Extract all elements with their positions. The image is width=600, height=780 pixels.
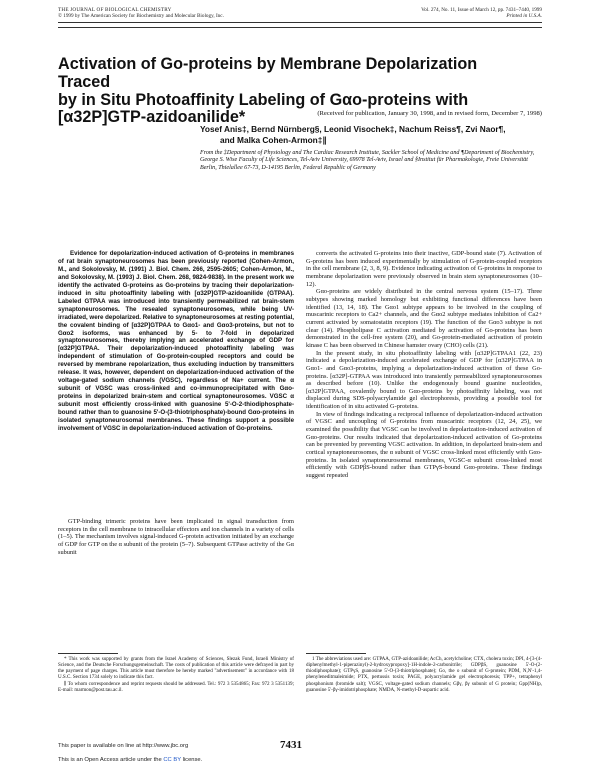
printed-in: Printed in U.S.A. [506, 13, 542, 20]
open-access-suffix: license. [181, 757, 203, 763]
running-header [58, 7, 542, 20]
authors-line-1: Yosef Anis‡, Bernd Nürnberg§, Leonid Visochek‡, Nachum Reiss¶, Zvi Naor¶, [200, 124, 506, 134]
body-paragraph: In view of findings indicating a reciprocal influence of depolarization-induced activation of VGSC and uncoupling of G-proteins from muscarinic receptors (12, 24, 25), we examined the possibility that VGSC can be involved in depolarization-induced activation of Gαo-proteins. Our results indicated that depolarization-induced activation of Go-proteins can be prevented by preventing VGSC activation. In addition, in depolarized brain-stem and cortical synaptoneurosomes, the α subunit of VGSC cross-linked most efficiently with Gαo-proteins. In isolated synaptoneurosomal membranes, VGSC-α subunit cross-linked most efficiently with GDPβS-bound rather than GTPγS-bound Gαo-proteins. These findings suggest repeated [306, 410, 542, 480]
header-rule [58, 22, 542, 23]
journal-name: THE JOURNAL OF BIOLOGICAL CHEMISTRY [58, 7, 172, 13]
copyright-line: © 1999 by The American Society for Biochemistry and Molecular Biology, Inc. [58, 13, 224, 20]
body-paragraph: converts the activated G-proteins into their inactive, GDP-bound state (7). Activation of G-proteins has been induced experimentally by stimulation of G-protein-coupled receptors in the cell membrane (2, 3, 8, 9). Evidence indicating activation of G-proteins in response to membrane depolarization were previously observed in brain stem synaptoneurosomes (10–12). [306, 250, 542, 288]
availability-note: This paper is available on line at http://www.jbc.org [58, 743, 189, 749]
author-list [200, 124, 540, 147]
affiliations: From the ‡Department of Physiology and The Cardiac Research Institute, Sackler School of Medicine and ¶Department of Biochemistry, George S. Wise Faculty of Life Sciences, Tel-Aviv University, 69978 Tel-Aviv, Israel and §Institut für Pharmakologie, Freie Universität Berlin, Thielallee 67-73, D-14195 Berlin, Federal Republic of Germany [200, 150, 535, 171]
title-line-1: Activation of Go-proteins by Membrane Depolarization Traced [58, 55, 478, 91]
footnote-funding: * This work was supported by grants from the Israel Academy of Sciences, Slezak Fund, Israeli Ministry of Science, and the Deutsche Forschungsgemeinschaft. The costs of publication of this article were defrayed in part by the payment of page charges. This article must therefore be hereby marked "advertisement" in accordance with 18 U.S.C. Section 1734 solely to indicate this fact. [58, 656, 294, 681]
page-number: 7431 [280, 739, 302, 751]
footnote-rule-right [306, 653, 366, 654]
abstract: Evidence for depolarization-induced activation of G-proteins in membranes of rat brain synaptoneurosomes has been previously reported (Cohen-Armon, M., and Sokolovsky, M. (1991) J. Biol. Chem. 266, 2595-2605; Cohen-Armon, M., and Sokolovsky, M. (1993) J. Biol. Chem. 268, 9824-9838). In the present work we identify the activated G-proteins as Go-proteins by tracing their depolarization-induced in situ photoaffinity labeling with [α32P]GTP-azidoanilide (GTPAA). Labeled GTPAA was introduced into transiently permeabilized rat brain-stem synaptoneurosomes. The resealed synaptoneurosomes, while being UV-irradiated, were depolarized. Relative to synaptoneurosomes at resting potential, the covalent binding of [α32P]GTPAA to Gαo1- and Gαo3-proteins, but not to Gαo2 isoforms, was enhanced by 5- to 7-fold in depolarized synaptoneurosomes, thereby implying an accelerated exchange of GDP for [α32P]GTPAA. Their depolarization-induced photoaffinity labeling was independent of stimulation of Go-protein-coupled receptors and could be reversed by membrane repolarization, thus excluding induction by transmitters release. It was, however, dependent on depolarization-induced activation of the voltage-gated sodium channels (VGSC), regardless of Na+ current. The α subunit of VGSC was cross-linked and co-immunoprecipitated with Gαo-proteins in depolarized brain-stem and cortical synaptoneurosomes. VGSC α subunit most efficiently cross-linked with guanosine 5'-O-2-thiodiphosphate-bound rather than to guanosine 5'-O-(3-thiotriphosphate)-bound Gαo-proteins in isolated synaptoneurosomal membranes. These findings support a possible involvement of VGSC in depolarization-induced activation of Go-proteins. [58, 250, 294, 432]
body-right-column [306, 250, 542, 480]
body-left-column [58, 518, 294, 556]
authors-line-2: and Malka Cohen-Armon‡∥ [220, 135, 327, 146]
open-access-note [58, 757, 202, 763]
open-access-prefix: This is an Open Access article under the [58, 757, 164, 763]
header-rule-thin [58, 27, 542, 28]
volume-info: Vol. 274, No. 11, Issue of March 12, pp. 7431–7440, 1999 [421, 7, 542, 13]
body-paragraph: GTP-binding trimeric proteins have been implicated in signal transduction from receptors in the cell membrane to intracellular effectors and ion channels in a variety of cells (1–5). The mechanism involves signal-induced G-protein activation initiated by an exchange of GDP for GTP on the α subunit of the protein (5–7). Subsequent GTPase activity of the Gα subunit [58, 518, 294, 556]
footnotes-right [306, 656, 542, 693]
license-link[interactable]: CC BY [163, 757, 181, 763]
footnote-correspondence: ∥ To whom correspondence and reprint requests should be addressed. Tel.: 972 3 5354865; Fax: 972 3 5351139; E-mail: marmon@post.tau.ac.il. [58, 680, 294, 693]
received-dates: (Received for publication, January 30, 1998, and in revised form, December 7, 1998) [317, 110, 542, 117]
title-line-3: [α32P]GTP-azidoanilide* [58, 108, 246, 127]
footnote-rule-left [58, 653, 118, 654]
footnote-abbreviations: 1 The abbreviations used are: GTPAA, GTP-azidoanilide; AcCh, acetylcholine; CTX, cholera toxin; DPI, 4-[3-(4-diphenylmethyl-1-piperazinyl)-2-hydroxypropoxy]-1H-indole-2-carbonitrile; GDPβS, guanosine 5'-O-(2-thiodiphosphate); GTPγS, guanosine 5'-O-(3-thiotriphosphate); Go, the o subunit of G-protein; PDM, N,N'-1,4-phenyleneditmaleimide; PTX, pertussis toxin; PAGE, polyacrylamide gel electrophoresis; TPP+, tetraphenyl phosphonium (bromide salt); VGSC, voltage-gated sodium channels; Gβγ, βγ subunit of G protein; Gpp(NH)p, guanosine 5'-βγ-imidotriphosphate; NMDA, N-methyl-D-aspartic acid. [306, 656, 542, 693]
body-paragraph: In the present study, in situ photoaffinity labeling with [α32P]GTPAA1 (22, 23) indicated a depolarization-induced accelerated exchange of GDP for [α32P]GTPAA in Gαo1- and Gαo3-proteins, implying a depolarization-induced activation of these Go-proteins. [α32P]-GTPAA was introduced into transiently permeabilized synaptoneurosomes as described before (10). Unlike the endogenously bound guanine nucleotides, [α32P]GTPAA, covalently bound to Gαo-proteins by photoaffinity labeling, was not displaced during SDS-polyacrylamide gel electrophoresis, providing a possible tool for identification of in situ activated G-proteins. [306, 349, 542, 411]
footnotes-left [58, 656, 294, 693]
body-paragraph: Gαo-proteins are widely distributed in the central nervous system (15–17). Three subtypes showing marked homology but exhibiting functional differences have been identified (13, 14, 18). The Gαo1 subtype appears to be involved in the coupling of muscarinic receptors to Ca2+ channels, and the Gαo2 subtype mediates inhibition of Ca2+ current activated by somatostatin receptors (19). The function of the Gαo3 subtype is not clear (14). Phospholipase C activation mediated by activation of Go-proteins has been demonstrated in the cell-free system (20), and Go-protein-mediated activation of protein kinase C has been observed in Chinese hamster ovary (CHO) cells (21). [306, 288, 542, 349]
title-line-2: by in Situ Photoaffinity Labeling of Gαo-proteins with [58, 90, 469, 109]
